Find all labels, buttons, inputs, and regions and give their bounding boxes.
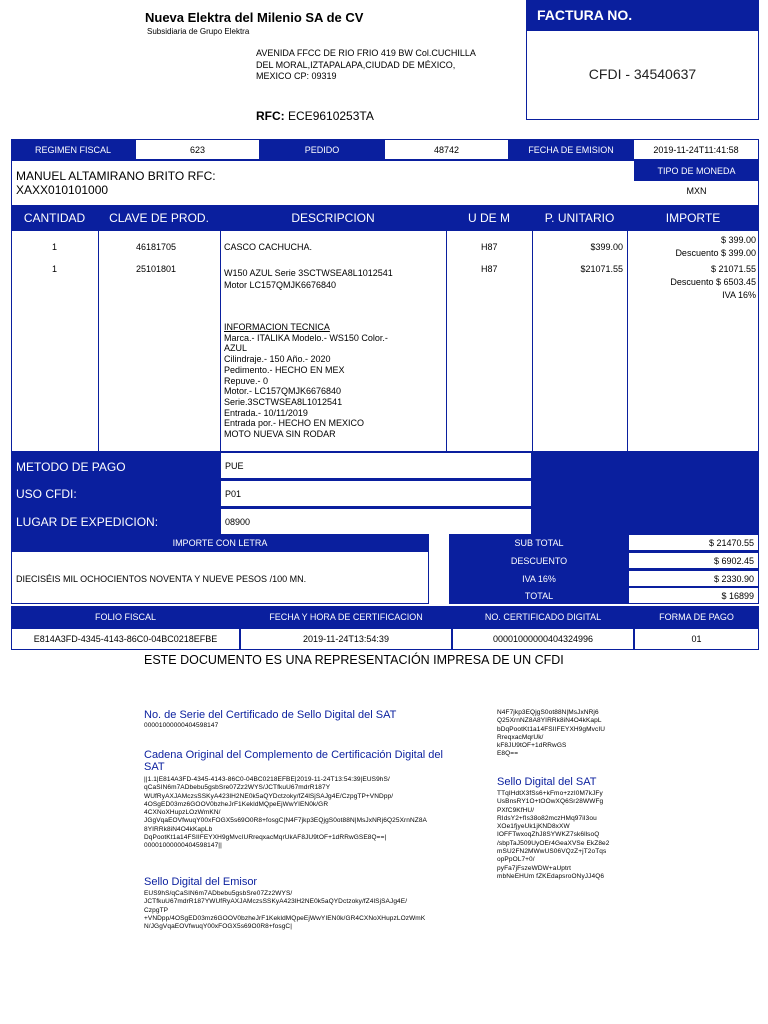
cadena-line: 4OSgED03mz6GOOV0bzheJrF1KekldMQpeEjWwYIEN0k/GR	[144, 800, 329, 808]
item-importe: $ 21071.55	[710, 264, 756, 274]
letra-value: DIECISÉIS MIL OCHOCIENTOS NOVENTA Y NUEVE PESOS /100 MN.	[16, 574, 307, 584]
lugar-label: LUGAR DE EXPEDICION:	[16, 515, 159, 529]
rfc-label: RFC:	[256, 109, 285, 123]
emisor-line: CzpgTP	[144, 906, 169, 914]
item-desc-motor: Motor LC157QMJK6676840	[224, 280, 337, 290]
item-desc: W150 AZUL Serie 3SCTWSEA8L1012541	[224, 268, 393, 278]
sello-emisor-value	[144, 890, 484, 931]
currency-value: MXN	[686, 186, 707, 196]
sello-emisor-label: Sello Digital del Emisor	[144, 876, 258, 888]
cadena-line: WUfRyAXJAMczsSSKyA423lH2NE0k5aQYDctzoky/fZ4lSjSAJg4E/CzpgTP+VNDpp/	[144, 792, 394, 800]
cadena-continuation	[497, 709, 637, 759]
item-importe: $ 399.00	[720, 235, 756, 245]
letra-label: IMPORTE CON LETRA	[11, 534, 429, 552]
item-code: 25101801	[136, 264, 177, 274]
address-line-2: DEL MORAL,IZTAPALAPA,CIUDAD DE MÉXICO,	[256, 59, 456, 70]
sello-line: XOe1fjyeUk1jKND8xXW	[497, 823, 570, 831]
total-label: TOTAL	[524, 590, 554, 601]
col-divider	[220, 230, 221, 452]
pedido-label: PEDIDO	[260, 139, 384, 160]
sello-sat-label: Sello Digital del SAT	[497, 776, 597, 788]
client-name	[16, 169, 216, 197]
continuation-line: kF8JU9tOF+1dRRwGS	[497, 742, 567, 750]
item-discount: Descuento $ 6503.45	[670, 277, 756, 287]
uso-label: USO CFDI:	[16, 487, 77, 501]
fecha-cert-value: 2019-11-24T13:54:39	[241, 629, 451, 649]
item-unit: H87	[481, 242, 498, 252]
col-divider	[532, 230, 533, 452]
pedido-value: 48742	[385, 140, 508, 159]
tech-line: Serie.3SCTWSEA8L1012541	[224, 396, 343, 407]
sello-line: /sbpTaJ509UyOEr4GeaXVSe EkZ8e2	[497, 839, 610, 847]
cert-label: NO. CERTIFICADO DIGITAL	[484, 612, 602, 622]
item-qty: 1	[52, 264, 58, 274]
forma-label: FORMA DE PAGO	[659, 612, 734, 622]
cadena-line: ||1.1|E814A3FD-4345-4143-86C0-04BC0218EFBE|2019-11-24T13:54:39|EUS9hS/	[144, 776, 390, 783]
regimen-value: 623	[136, 140, 259, 159]
tech-line: Cilindraje.- 150 Año.- 2020	[224, 354, 331, 365]
item-qty: 1	[52, 242, 58, 252]
forma-value: 01	[635, 629, 758, 649]
metodo-label: METODO DE PAGO	[16, 460, 126, 474]
tech-line: Motor.- LC157QMJK6676840	[224, 386, 342, 397]
fecha-emision-label: FECHA DE EMISION	[509, 139, 633, 160]
company-rfc	[256, 109, 374, 123]
subtotal-label: SUB TOTAL	[514, 537, 564, 548]
company-subsidiary: Subsidiaria de Grupo Elektra	[147, 27, 250, 36]
iva-value: $ 2330.90	[629, 571, 758, 586]
col-importe: IMPORTE	[665, 211, 721, 225]
cadena-label: Cadena Original del Complemento de Certificación Digital del SAT	[144, 749, 443, 773]
sello-line: opPpOL7+0/	[497, 856, 535, 864]
client-line-1: MANUEL ALTAMIRANO BRITO RFC:	[16, 169, 216, 183]
representacion-text: ESTE DOCUMENTO ES UNA REPRESENTACIÓN IMPRESA DE UN CFDI	[144, 653, 564, 667]
invoice-title: FACTURA NO.	[526, 0, 759, 31]
cadena-value	[144, 776, 474, 851]
fecha-emision-value: 2019-11-24T11:41:58	[634, 140, 758, 159]
item-price: $399.00	[590, 242, 623, 252]
tech-line: Pedimento.- HECHO EN MEX	[224, 364, 345, 375]
cadena-line: DqPootKt1a14FSIIFEYXH9gMvcIURreqxacMqrUkAF8JU9tOF+1dRRwGSE8Q==|	[144, 834, 387, 842]
serie-sat-value: 00001000000404598147	[144, 722, 219, 729]
cadena-line: qCaSIN6m7ADbebu5gsbSre07Zz2WYS/JCTfkuU67mdrR187Y	[144, 784, 331, 792]
sello-line: IOFFTwxoqZhJ8SYWKZ7sk6llsoQ	[497, 831, 600, 839]
lugar-value: 08900	[221, 509, 531, 534]
emisor-line: N/JGgVqaEOVfwuqY00xFOGX5s69O0R8+fosgC|	[144, 923, 293, 931]
folio-label: FOLIO FISCAL	[94, 612, 156, 622]
col-clave: CLAVE DE PROD.	[109, 211, 209, 225]
cert-value: 00001000000404324996	[453, 629, 633, 649]
item-desc: CASCO CACHUCHA.	[224, 242, 313, 252]
col-punitario: P. UNITARIO	[544, 211, 615, 225]
subtotal-value: $ 21470.55	[629, 535, 758, 550]
company-address	[256, 48, 476, 83]
fecha-cert-label: FECHA Y HORA DE CERTIFICACION	[269, 612, 423, 622]
uso-value: P01	[221, 481, 531, 506]
tech-info-title: INFORMACION TECNICA	[224, 322, 330, 332]
continuation-line: E8Q==	[497, 750, 519, 758]
invoice-number: CFDI - 34540637	[588, 66, 697, 82]
tech-info	[224, 322, 444, 440]
continuation-line: bDqPootKt1a14FSIIFEYXH9gMvcIU	[497, 725, 606, 733]
item-unit: H87	[481, 264, 498, 274]
col-cantidad: CANTIDAD	[23, 211, 86, 225]
tech-line: AZUL	[224, 343, 248, 354]
rfc-value: ECE9610253TA	[288, 109, 374, 123]
sello-line: PXfC9KfHU/	[497, 806, 535, 814]
sello-line: mSU2FN2MWwUS06VQzZ+jT2oTqs	[497, 848, 607, 856]
tech-line: Entrada por.- HECHO EN MEXICO	[224, 418, 365, 429]
continuation-line: N4F7jkp3EQjgS0ot88N|MsJxNRj6	[497, 709, 599, 716]
col-descripcion: DESCRIPCION	[291, 211, 375, 225]
cadena-line: 8YIRRk8iN4O4kKapLb	[144, 825, 213, 833]
sello-line: RIdsY2+fIs38o82mczHMq97iI3ou	[497, 814, 597, 822]
emisor-line: EUS9hS/qCaSIN6m7ADbebu5gsbSre07Zz2WYS/	[144, 890, 293, 897]
item-discount: Descuento $ 399.00	[675, 248, 756, 258]
descuento-value: $ 6902.45	[629, 553, 758, 568]
currency-label: TIPO DE MONEDA	[634, 160, 759, 181]
address-line-1: AVENIDA FFCC DE RIO FRIO 419 BW Col.CUCHILLA	[256, 48, 476, 58]
tech-line: Entrada.- 10/11/2019	[224, 407, 308, 418]
cadena-line: 4CXNoXHupzLOzWmKN/	[144, 809, 221, 817]
tech-line: MOTO NUEVA SIN RODAR	[224, 429, 336, 440]
cadena-line: 00001000000404598147||	[144, 842, 222, 850]
col-divider	[446, 230, 447, 452]
cadena-line: JGgVqaEOVfwuqY00xFOGX5s69O0R8+fosgC|N4F7jkp3EQjgS0ot88N|MsJxNRj6Q25XrnNZ8A	[144, 817, 427, 825]
sello-line: pyFa7jFszeWDW+aUptrt	[497, 864, 572, 872]
tech-line: Repuve.- 0	[224, 375, 269, 386]
iva-label: IVA 16%	[522, 573, 556, 584]
total-value: $ 16899	[629, 588, 758, 603]
descuento-label: DESCUENTO	[510, 555, 568, 566]
col-divider	[627, 230, 628, 452]
col-divider	[98, 230, 99, 452]
item-tax: IVA 16%	[722, 290, 756, 300]
emisor-line: +VNDpp/4OSgED03mz6GOOV0bzheJrF1KekldMQpeEjWwYIEN0k/GR4CXNoXHupzLOzWmK	[144, 914, 426, 922]
item-price: $21071.55	[580, 264, 623, 274]
serie-sat-label: No. de Serie del Certificado de Sello Digital del SAT	[144, 709, 397, 721]
sello-sat-value	[497, 790, 637, 881]
address-line-3: MEXICO CP: 09319	[256, 71, 337, 81]
continuation-line: RreqxacMqrUk/	[497, 733, 544, 741]
emisor-line: JCTfkuU67mdrR187YWUfRyAXJAMczsSSKyA423lH2NE0k5aQYDctzoky/fZ4lSjSAJg4E/	[144, 898, 408, 906]
sello-line: UsBnsRY1O+tOOwXQ6Sr28WWFg	[497, 798, 604, 806]
sello-line: mbNeEHUm fZKEdapsroONyJJ4Q6	[497, 872, 605, 880]
tech-line: Marca.- ITALIKA Modelo.- WS150 Color.-	[224, 332, 388, 343]
continuation-line: Q25XrnNZ8A8YIRRk8iN4O4kKapL	[497, 717, 602, 725]
metodo-value: PUE	[221, 453, 531, 478]
folio-value: E814A3FD-4345-4143-86C0-04BC0218EFBE	[12, 629, 239, 649]
company-name: Nueva Elektra del Milenio SA de CV	[145, 10, 364, 25]
col-udem: U DE M	[468, 211, 510, 225]
sello-line: TTqIHdtX3fSs6+kFmo+zzI0M7kJFy	[497, 790, 603, 797]
client-line-2: XAXX010101000	[16, 183, 109, 197]
regimen-label: REGIMEN FISCAL	[11, 139, 135, 160]
item-code: 46181705	[136, 242, 177, 252]
